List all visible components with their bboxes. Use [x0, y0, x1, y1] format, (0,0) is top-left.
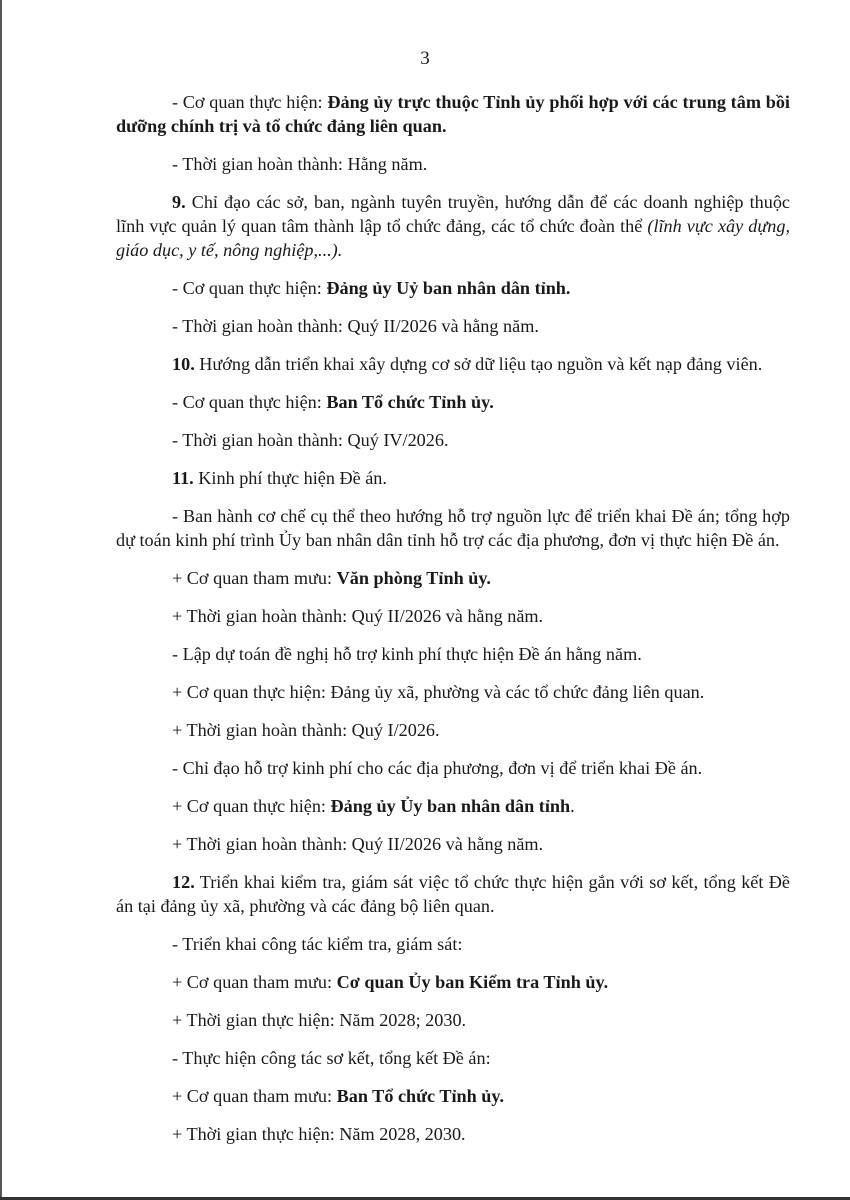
label-text: + Cơ quan tham mưu:: [172, 568, 337, 588]
item-number: 12.: [172, 872, 195, 892]
paragraph-deadline: + Thời gian hoàn thành: Quý II/2026 và hằng năm.: [172, 606, 544, 626]
punctuation: .: [570, 796, 575, 816]
paragraph-deadline: - Thời gian hoàn thành: Quý II/2026 và hằng năm.: [172, 316, 539, 336]
item-text: Hướng dẫn triển khai xây dựng cơ sở dữ liệu tạo nguồn và kết nạp đảng viên.: [194, 354, 763, 374]
label-text: + Cơ quan tham mưu:: [172, 1086, 337, 1106]
agency-name: Văn phòng Tỉnh ủy.: [336, 568, 491, 588]
item-text: Triển khai kiểm tra, giám sát việc tổ chức thực hiện gắn với sơ kết, tổng kết Đề án tại đảng ủy xã, phường và các đảng bộ liên quan.: [116, 872, 790, 916]
paragraph-agency: [116, 794, 790, 818]
item-number: 10.: [172, 354, 195, 374]
paragraph-deadline: + Thời gian thực hiện: Năm 2028; 2030.: [172, 1010, 467, 1030]
label-text: + Cơ quan tham mưu:: [172, 972, 337, 992]
item-text: Chỉ đạo các sở, ban, ngành tuyên truyền, hướng dẫn để các doanh nghiệp thuộc lĩnh vực quản lý quan tâm thành lập tổ chức đảng, các tổ chức đoàn thể: [116, 192, 790, 236]
agency-name: Đảng ủy trực thuộc Tỉnh ủy phối hợp với các trung tâm bồi dưỡng chính trị và tổ chức đảng liên quan.: [116, 92, 790, 136]
paragraph-deadline: + Thời gian hoàn thành: Quý II/2026 và hằng năm.: [172, 834, 544, 854]
scan-edge-left: [0, 0, 2, 1200]
agency-name: Ban Tổ chức Tỉnh ủy.: [336, 1086, 505, 1106]
item-text: Kinh phí thực hiện Đề án.: [193, 468, 387, 488]
item-number: 9.: [172, 192, 186, 212]
paragraph-task: - Triển khai công tác kiểm tra, giám sát:: [172, 934, 463, 954]
page-number: 3: [420, 48, 430, 69]
paragraph-advisory-agency: [116, 970, 790, 994]
paragraph-agency: [116, 90, 790, 138]
paragraph-item-12: [116, 870, 790, 918]
paragraph-task: - Chỉ đạo hỗ trợ kinh phí cho các địa phương, đơn vị để triển khai Đề án.: [172, 758, 703, 778]
agency-name: Ban Tổ chức Tỉnh ủy.: [326, 392, 494, 412]
agency-name: Cơ quan Ủy ban Kiểm tra Tỉnh ủy.: [336, 972, 609, 992]
agency-name: Đảng ủy Uỷ ban nhân dân tỉnh.: [326, 278, 571, 298]
paragraph-agency: [116, 276, 790, 300]
label-text: - Cơ quan thực hiện:: [172, 92, 328, 112]
paragraph-advisory-agency: [116, 1084, 790, 1108]
item-italic-note: (lĩnh vực xây dựng, giáo dục, y tế, nông nghiệp,...).: [116, 216, 791, 260]
paragraph-deadline: - Thời gian hoàn thành: Hằng năm.: [172, 154, 428, 174]
paragraph-agency: + Cơ quan thực hiện: Đảng ủy xã, phường và các tổ chức đảng liên quan.: [172, 682, 705, 702]
document-body: [116, 90, 790, 1160]
paragraph-item-9: [116, 190, 790, 262]
paragraph-task: - Thực hiện công tác sơ kết, tổng kết Đề án:: [172, 1048, 491, 1068]
paragraph-agency: [116, 390, 790, 414]
item-number: 11.: [172, 468, 194, 488]
label-text: - Cơ quan thực hiện:: [172, 278, 327, 298]
paragraph-task: - Ban hành cơ chế cụ thể theo hướng hỗ trợ nguồn lực để triển khai Đề án; tổng hợp dự toán kinh phí trình Ủy ban nhân dân tỉnh hỗ trợ các địa phương, đơn vị thực hiện Đề án.: [116, 506, 790, 550]
paragraph-task: - Lập dự toán đề nghị hỗ trợ kinh phí thực hiện Đề án hằng năm.: [172, 644, 642, 664]
paragraph-deadline: + Thời gian hoàn thành: Quý I/2026.: [172, 720, 440, 740]
paragraph-item-10: [116, 352, 790, 376]
paragraph-item-11: [116, 466, 790, 490]
paragraph-advisory-agency: [116, 566, 790, 590]
agency-name: Đảng ủy Ủy ban nhân dân tỉnh: [330, 796, 571, 816]
label-text: + Cơ quan thực hiện:: [172, 796, 331, 816]
paragraph-deadline: + Thời gian thực hiện: Năm 2028, 2030.: [172, 1124, 466, 1144]
label-text: - Cơ quan thực hiện:: [172, 392, 327, 412]
paragraph-deadline: - Thời gian hoàn thành: Quý IV/2026.: [172, 430, 449, 450]
